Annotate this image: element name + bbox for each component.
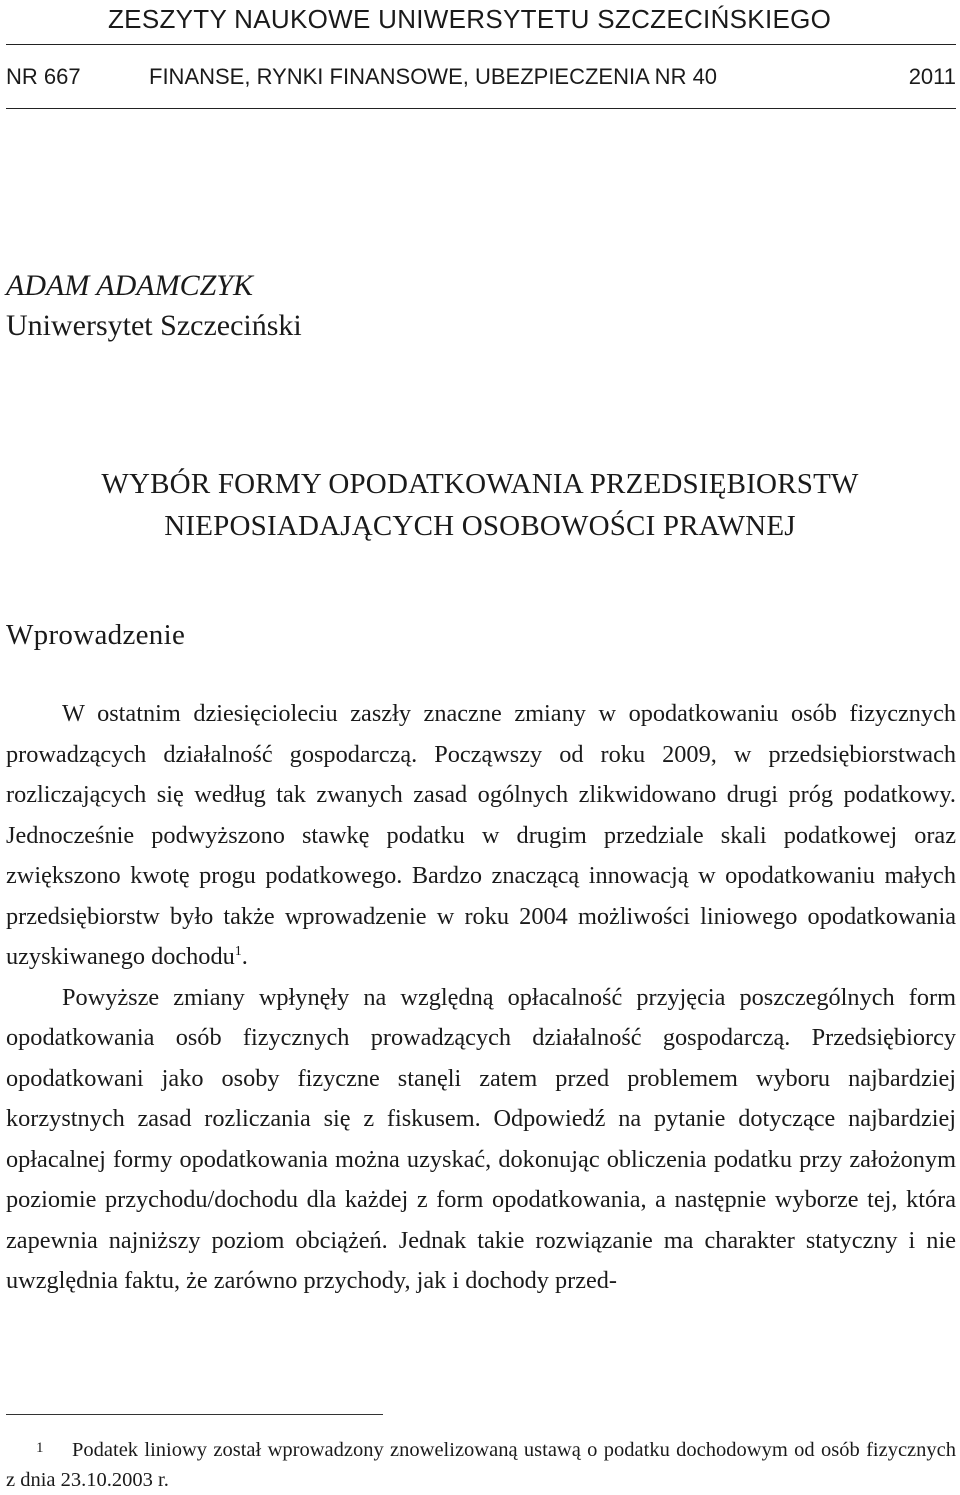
- footnote-separator: [6, 1414, 383, 1415]
- section-heading: Wprowadzenie: [6, 619, 186, 651]
- footnote-reference[interactable]: 1: [234, 943, 242, 959]
- footnote: [6, 1433, 956, 1495]
- issue-year: 2011: [908, 64, 956, 89]
- author-affiliation: Uniwersytet Szczeciński: [6, 309, 302, 342]
- body-text: [6, 694, 956, 1302]
- series-title: FINANSE, RYNKI FINANSOWE, UBEZPIECZENIA NR 40: [149, 64, 718, 89]
- header-rule-bottom: [6, 108, 956, 109]
- footnote-text: Podatek liniowy został wprowadzony znowelizowaną ustawą o podatku dochodowym od osób fizycznych z dnia 23.10.2003 r.: [6, 1439, 956, 1491]
- article-title: [0, 463, 960, 547]
- paragraph-1-text: W ostatnim dziesięcioleciu zaszły znaczne zmiany w opodatkowaniu osób fizycznych prowadzących działalność gospodarczą. Począwszy od roku 2009, w przedsiębiorstwach rozliczających się według tak zwanych zasad ogólnych zlikwidowano drugi próg podatkowy. Jednocześnie podwyższono stawkę podatku w drugim przedziale skali podatkowej oraz zwiększono kwotę progu podatkowego. Bardzo znaczącą innowacją w opodatkowaniu małych przedsiębiorstw było także wprowadzenie w roku 2004 możliwości liniowego opodatkowania uzyskiwanego dochodu: [6, 700, 956, 970]
- author-name: ADAM ADAMCZYK: [6, 269, 253, 302]
- paragraph-1-end: .: [241, 943, 248, 970]
- paragraph-2: Powyższe zmiany wpłynęły na względną opłacalność przyjęcia poszczególnych form opodatkowania osób fizycznych prowadzących działalność gospodarczą. Przedsiębiorcy opodatkowani jako osoby fizyczne stanęli zatem przed problemem wyboru najbardziej korzystnych zasad rozliczania się z fiskusem. Odpowiedź na pytanie dotyczące najbardziej opłacalnej formy opodatkowania można uzyskać, dokonując obliczenia podatku przy założonym poziomie przychodu/dochodu dla każdej z form opodatkowania, a następnie wyborze tej, która zapewnia najniższy poziom obciążeń. Jednak takie rozwiązanie ma charakter statyczny i nie uwzględnia faktu, że zarówno przychody, jak i dochody przed-: [6, 983, 956, 1294]
- footnote-number: 1: [36, 1440, 44, 1456]
- paragraph-1: [6, 694, 956, 978]
- article-title-line-1: WYBÓR FORMY OPODATKOWANIA PRZEDSIĘBIORSTW: [101, 468, 859, 500]
- article-title-line-2: NIEPOSIADAJĄCYCH OSOBOWOŚCI PRAWNEJ: [164, 510, 796, 542]
- journal-title: ZESZYTY NAUKOWE UNIWERSYTETU SZCZECIŃSKIEGO: [108, 4, 832, 34]
- issue-number: NR 667: [6, 64, 81, 89]
- header-rule-top: [6, 44, 956, 45]
